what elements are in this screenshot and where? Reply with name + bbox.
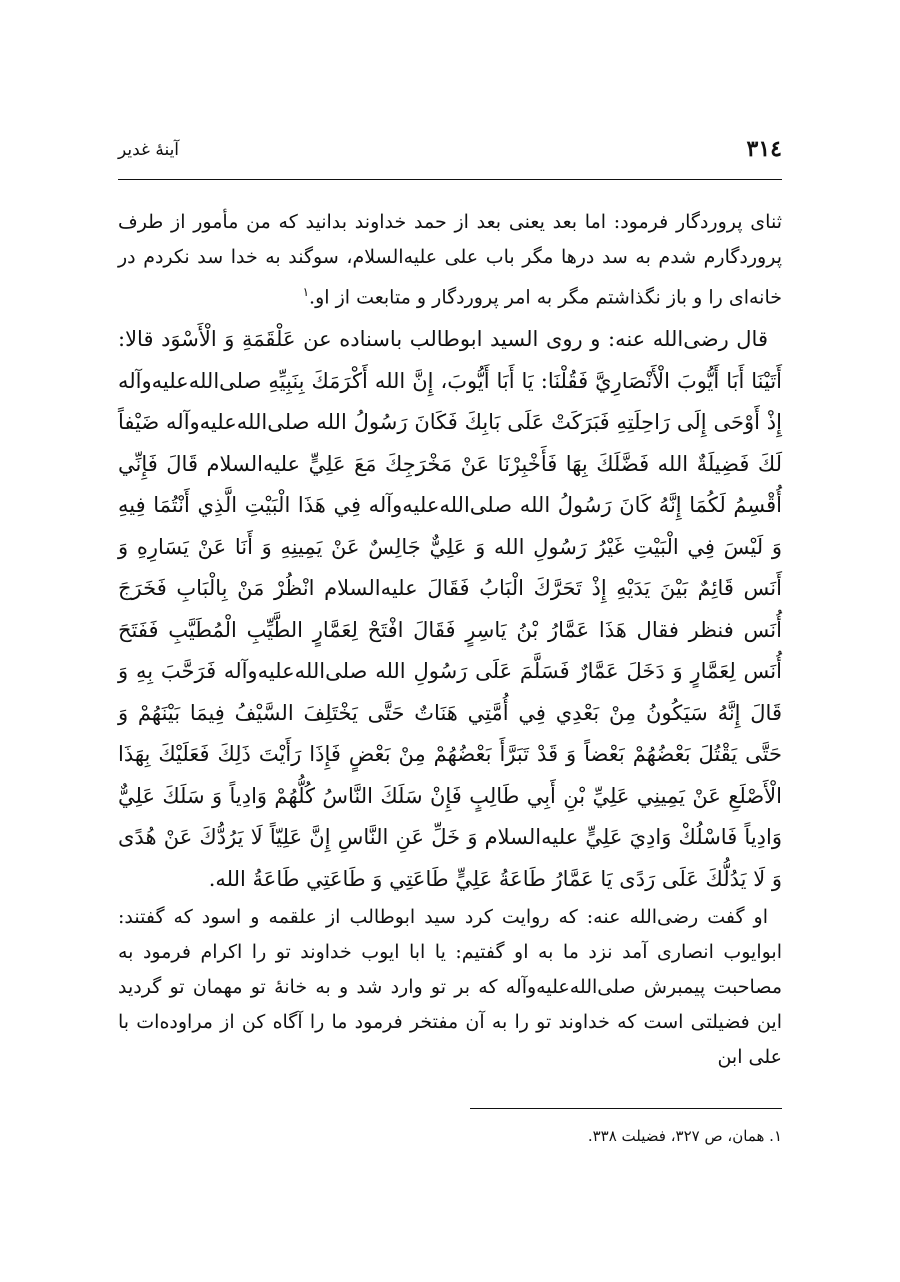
persian-translation-paragraph: او گفت رضی‌الله عنه: که روایت کرد سید ابوطالب از علقمه و اسود که گفتند: ابوایوب انصاری آمد نزد ما به او گفتیم: یا ابا ایوب خداوند تو را اکرام فرمود به مصاحبت پیمبرش صلی‌الله‌علیه‌وآله که بر تو وارد شد و به خانهٔ تو مهمان تو گردید این فضیلتی است که خداوند تو را به آن مفتخر فرمود ما را آگاه کن از مراودەات با علی ابن	[118, 906, 782, 1069]
header-divider	[118, 179, 782, 180]
arabic-hadith-paragraph: قال رضی‌الله عنه: و روی السید ابوطالب باسناده عن عَلْقَمَةِ وَ الْأَسْوَد قالا: أَتَيْنَا أَبَا أَيُّوبَ الْأَنْصَارِيَّ فَقُلْنَا: يَا أَبَا أَيُّوبَ، إِنَّ الله أَكْرَمَكَ بِنَبِيِّهِ صلی‌الله‌علیه‌وآله إِذْ أَوْحَى إِلَى رَاحِلَتِهِ فَبَرَكَتْ عَلَى بَابِكَ فَكَانَ رَسُولُ الله صلی‌الله‌علیه‌وآله ضَيْفاً لَكَ فَضِيلَةٌ الله فَضَّلَكَ بِهَا فَأَخْبِرْنَا عَنْ مَخْرَجِكَ مَعَ عَلِيٍّ علیه‌السلام قَالَ فَإِنِّي أُقْسِمُ لَكُمَا إِنَّهُ كَانَ رَسُولُ الله صلی‌الله‌علیه‌وآله فِي هَذَا الْبَيْتِ الَّذِي أَنْتُمَا فِيهِ وَ لَيْسَ فِي الْبَيْتِ غَيْرُ رَسُولِ الله وَ عَلِيٌّ جَالِسٌ عَنْ يَمِينِهِ وَ أَنَا عَنْ يَسَارِهِ وَ أَنَس قَائِمٌ بَيْنَ يَدَيْهِ إِذْ تَحَرَّكَ الْبَابُ فَقَالَ علیه‌السلام انْظُرْ مَنْ بِالْبَابِ فَخَرَجَ أُنَس فنظر فقال هَذَا عَمَّارُ بْنُ يَاسِرٍ فَقَالَ افْتَحْ لِعَمَّارٍ الطَّيِّبِ الْمُطَيَّبِ فَفَتَحَ أُنَس لِعَمَّارٍ وَ دَخَلَ عَمَّارٌ فَسَلَّمَ عَلَى رَسُولِ الله صلی‌الله‌علیه‌وآله فَرَحَّبَ بِهِ وَ قَالَ إِنَّهُ سَيَكُونُ مِنْ بَعْدِي فِي أُمَّتِي هَنَاتٌ حَتَّى يَخْتَلِفَ السَّيْفُ فِيمَا بَيْنَهُمْ وَ حَتَّى يَقْتُلَ بَعْضُهُمْ بَعْضاً وَ قَدْ تَبَرَّأَ بَعْضُهُمْ مِنْ بَعْضٍ فَإِذَا رَأَيْتَ ذَلِكَ فَعَلَيْكَ بِهَذَا الْأَصْلَعِ عَنْ يَمِينِي عَلِيِّ بْنِ أَبِي طَالِبٍ فَإِنْ سَلَكَ النَّاسُ كُلُّهُمْ وَادِياً وَ سَلَكَ عَلِيٌّ وَادِياً فَاسْلُكْ وَادِيَ عَلِيٍّ علیه‌السلام وَ خَلِّ عَنِ النَّاسِ إِنَّ عَلِيّاً لَا يَرُدُّكَ عَنْ هُدًى وَ لَا يَدُلُّكَ عَلَى رَدًى يَا عَمَّارُ طَاعَةُ عَلِيٍّ طَاعَتِي وَ طَاعَتِي طَاعَةُ الله.	[118, 327, 782, 891]
page-number: ٣١٤	[746, 136, 782, 162]
persian-paragraph-1	[118, 205, 782, 315]
running-title: آينهٔ غدير	[118, 140, 180, 160]
footnote: ١. همان، ص ٣٢٧، فضیلت ٣٣٨.	[587, 1127, 782, 1145]
footnote-reference: ١	[302, 285, 310, 299]
footnote-divider	[470, 1108, 782, 1109]
main-text	[118, 205, 782, 1075]
page-header	[118, 128, 782, 178]
paragraph-text: ثنای پروردگار فرمود: اما بعد یعنی بعد از حمد خداوند بدانید که من مأمور از طرف پروردگارم شدم به سد درها مگر باب علی علیه‌السلام، سوگند به خدا سد نکردم در خانه‌ای را و باز نگذاشتم مگر به امر پروردگار و متابعت از او.	[118, 211, 783, 309]
